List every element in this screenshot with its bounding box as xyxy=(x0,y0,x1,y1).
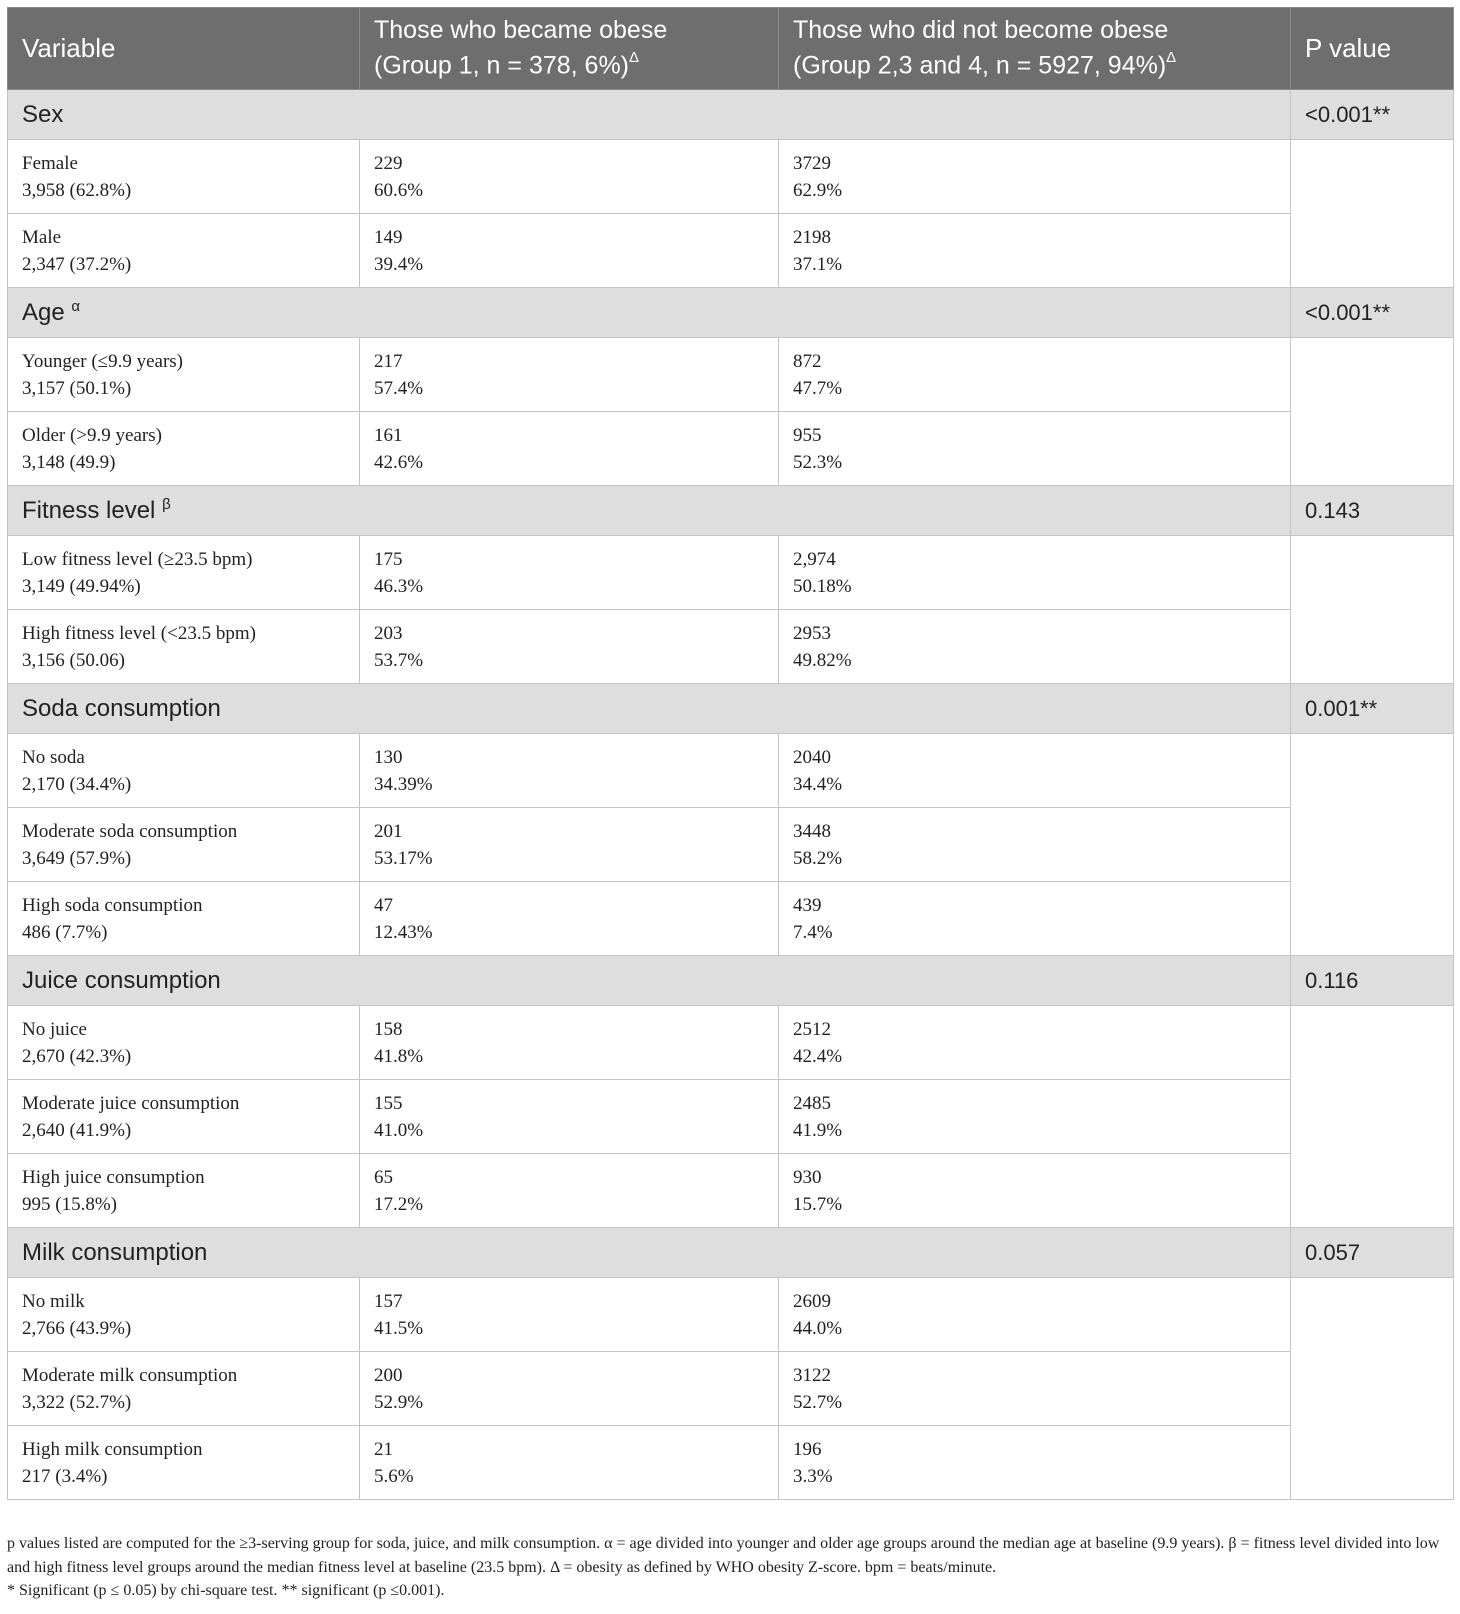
p-value-spacer xyxy=(1291,140,1454,288)
cell-line-secondary: 53.7% xyxy=(374,650,424,671)
group1-cell xyxy=(360,140,779,214)
cell-line-primary: 2485 xyxy=(793,1093,831,1114)
section-row xyxy=(8,90,1454,140)
variable-cell xyxy=(8,1426,360,1500)
group2-cell xyxy=(779,1426,1291,1500)
section-row xyxy=(8,684,1454,734)
p-value-spacer xyxy=(1291,338,1454,486)
section-title xyxy=(8,486,1291,536)
variable-cell xyxy=(8,1352,360,1426)
header-variable: Variable xyxy=(8,8,360,90)
cell-line-primary: No milk xyxy=(22,1291,85,1312)
cell-line-secondary: 49.82% xyxy=(793,650,852,671)
table-row xyxy=(8,536,1454,610)
cell-line-secondary: 42.6% xyxy=(374,452,424,473)
cell-line-secondary: 2,347 (37.2%) xyxy=(22,254,132,275)
header-group1-line1: Those who became obese xyxy=(374,16,668,45)
table-row xyxy=(8,808,1454,882)
section-row xyxy=(8,956,1454,1006)
group1-cell xyxy=(360,1278,779,1352)
group2-cell xyxy=(779,1080,1291,1154)
group2-cell xyxy=(779,1006,1291,1080)
cell-line-primary: High fitness level (<23.5 bpm) xyxy=(22,623,256,644)
header-group1-delta: Δ xyxy=(629,49,640,67)
p-value-spacer xyxy=(1291,1278,1454,1500)
section-title xyxy=(8,956,1291,1006)
cell-line-secondary: 60.6% xyxy=(374,180,424,201)
cell-line-primary: 2,974 xyxy=(793,549,836,570)
group1-cell xyxy=(360,734,779,808)
section-title xyxy=(8,288,1291,338)
cell-line-primary: 3448 xyxy=(793,821,831,842)
group2-cell xyxy=(779,1278,1291,1352)
cell-line-secondary: 34.39% xyxy=(374,774,433,795)
cell-line-secondary: 3,156 (50.06) xyxy=(22,650,125,671)
cell-line-primary: Moderate juice consumption xyxy=(22,1093,240,1114)
group1-cell xyxy=(360,808,779,882)
variable-cell xyxy=(8,536,360,610)
cell-line-secondary: 3,157 (50.1%) xyxy=(22,378,132,399)
cell-line-primary: Younger (≤9.9 years) xyxy=(22,351,183,372)
section-title-text: Fitness level xyxy=(22,497,156,524)
header-group2-line2: (Group 2,3 and 4, n = 5927, 94%) xyxy=(793,51,1167,80)
cell-line-primary: High soda consumption xyxy=(22,895,203,916)
group1-cell xyxy=(360,1080,779,1154)
group2-cell xyxy=(779,412,1291,486)
cell-line-secondary: 34.4% xyxy=(793,774,843,795)
cell-line-secondary: 5.6% xyxy=(374,1466,414,1487)
cell-line-secondary: 37.1% xyxy=(793,254,843,275)
cell-line-primary: 2512 xyxy=(793,1019,831,1040)
cell-line-secondary: 58.2% xyxy=(793,848,843,869)
variable-cell xyxy=(8,338,360,412)
group2-cell xyxy=(779,140,1291,214)
cell-line-secondary: 2,640 (41.9%) xyxy=(22,1120,132,1141)
group1-cell xyxy=(360,1154,779,1228)
cell-line-secondary: 39.4% xyxy=(374,254,424,275)
variable-cell xyxy=(8,1006,360,1080)
section-title-text: Milk consumption xyxy=(22,1238,208,1266)
header-group2 xyxy=(779,8,1291,90)
table-row xyxy=(8,882,1454,956)
cell-line-primary: 2953 xyxy=(793,623,831,644)
group1-cell xyxy=(360,1006,779,1080)
section-title xyxy=(8,90,1291,140)
table-row xyxy=(8,214,1454,288)
cell-line-primary: 2198 xyxy=(793,227,831,248)
section-p-value: 0.143 xyxy=(1291,486,1454,536)
header-group1-line2: (Group 1, n = 378, 6%) xyxy=(374,51,630,80)
cell-line-primary: Moderate milk consumption xyxy=(22,1365,238,1386)
group1-cell xyxy=(360,610,779,684)
cell-line-secondary: 52.3% xyxy=(793,452,843,473)
cell-line-secondary: 3,322 (52.7%) xyxy=(22,1392,132,1413)
variable-cell xyxy=(8,808,360,882)
section-p-value: <0.001** xyxy=(1291,90,1454,140)
cell-line-secondary: 41.5% xyxy=(374,1318,424,1339)
cell-line-secondary: 2,670 (42.3%) xyxy=(22,1046,132,1067)
cell-line-primary: 872 xyxy=(793,351,822,372)
group1-cell xyxy=(360,882,779,956)
footnote-definitions: p values listed are computed for the ≥3-serving group for soda, juice, and milk consumption. α = age divided into younger and older age groups around the median age at baseline (9.9 years). β = fitness level divided into low and high fitness level groups around the median fitness level at baseline (23.5 bpm). Δ = obesity as defined by WHO obesity Z-score. bpm = beats/minute. xyxy=(7,1535,1440,1576)
cell-line-primary: 161 xyxy=(374,425,403,446)
variable-cell xyxy=(8,734,360,808)
cell-line-secondary: 42.4% xyxy=(793,1046,843,1067)
cell-line-secondary: 3,649 (57.9%) xyxy=(22,848,132,869)
cell-line-secondary: 46.3% xyxy=(374,576,424,597)
header-group1 xyxy=(360,8,779,90)
cell-line-primary: Low fitness level (≥23.5 bpm) xyxy=(22,549,253,570)
section-title-text: Sex xyxy=(22,100,64,128)
table-row xyxy=(8,338,1454,412)
variable-cell xyxy=(8,140,360,214)
cell-line-secondary: 15.7% xyxy=(793,1194,843,1215)
group1-cell xyxy=(360,214,779,288)
cell-line-primary: 158 xyxy=(374,1019,403,1040)
table-row xyxy=(8,1352,1454,1426)
cell-line-primary: No soda xyxy=(22,747,85,768)
cell-line-secondary: 217 (3.4%) xyxy=(22,1466,108,1487)
cell-line-primary: Older (>9.9 years) xyxy=(22,425,162,446)
footnote-significance: * Significant (p ≤ 0.05) by chi-square test. ** significant (p ≤0.001). xyxy=(7,1582,445,1599)
cell-line-primary: 203 xyxy=(374,623,403,644)
group1-cell xyxy=(360,412,779,486)
cell-line-secondary: 3,148 (49.9) xyxy=(22,452,116,473)
section-p-value: <0.001** xyxy=(1291,288,1454,338)
cell-line-secondary: 44.0% xyxy=(793,1318,843,1339)
header-group2-delta: Δ xyxy=(1166,49,1177,67)
group2-cell xyxy=(779,808,1291,882)
cell-line-secondary: 53.17% xyxy=(374,848,433,869)
cell-line-secondary: 7.4% xyxy=(793,922,833,943)
cell-line-primary: 200 xyxy=(374,1365,403,1386)
group1-cell xyxy=(360,1352,779,1426)
section-row xyxy=(8,288,1454,338)
section-p-value: 0.116 xyxy=(1291,956,1454,1006)
variable-cell xyxy=(8,1278,360,1352)
cell-line-secondary: 2,170 (34.4%) xyxy=(22,774,132,795)
cell-line-secondary: 47.7% xyxy=(793,378,843,399)
cell-line-primary: 155 xyxy=(374,1093,403,1114)
cell-line-secondary: 41.9% xyxy=(793,1120,843,1141)
section-title xyxy=(8,684,1291,734)
cell-line-primary: 229 xyxy=(374,153,403,174)
cell-line-primary: Female xyxy=(22,153,78,174)
variable-cell xyxy=(8,1080,360,1154)
table-row xyxy=(8,1006,1454,1080)
group2-cell xyxy=(779,536,1291,610)
cell-line-secondary: 12.43% xyxy=(374,922,433,943)
cell-line-secondary: 57.4% xyxy=(374,378,424,399)
section-title-text: Age xyxy=(22,299,65,326)
p-value-spacer xyxy=(1291,1006,1454,1228)
cell-line-primary: High milk consumption xyxy=(22,1439,203,1460)
table-row xyxy=(8,1154,1454,1228)
p-value-spacer xyxy=(1291,734,1454,956)
cell-line-secondary: 3.3% xyxy=(793,1466,833,1487)
header-row xyxy=(8,8,1454,90)
cell-line-secondary: 62.9% xyxy=(793,180,843,201)
cell-line-secondary: 995 (15.8%) xyxy=(22,1194,117,1215)
cell-line-primary: 196 xyxy=(793,1439,822,1460)
variable-cell xyxy=(8,1154,360,1228)
cell-line-primary: 157 xyxy=(374,1291,403,1312)
group2-cell xyxy=(779,610,1291,684)
section-title-text: Juice consumption xyxy=(22,966,221,994)
group2-cell xyxy=(779,734,1291,808)
group1-cell xyxy=(360,1426,779,1500)
section-p-value: 0.057 xyxy=(1291,1228,1454,1278)
variable-cell xyxy=(8,610,360,684)
cell-line-primary: 201 xyxy=(374,821,403,842)
table-body xyxy=(8,90,1454,1500)
section-row xyxy=(8,1228,1454,1278)
table-row xyxy=(8,140,1454,214)
section-title-text: Soda consumption xyxy=(22,694,221,722)
header-group2-line1: Those who did not become obese xyxy=(793,16,1169,45)
cell-line-primary: 930 xyxy=(793,1167,822,1188)
variable-cell xyxy=(8,412,360,486)
p-value-spacer xyxy=(1291,536,1454,684)
cell-line-secondary: 3,149 (49.94%) xyxy=(22,576,141,597)
variable-cell xyxy=(8,882,360,956)
cell-line-secondary: 3,958 (62.8%) xyxy=(22,180,132,201)
cell-line-secondary: 50.18% xyxy=(793,576,852,597)
cell-line-primary: Moderate soda consumption xyxy=(22,821,238,842)
cell-line-secondary: 52.7% xyxy=(793,1392,843,1413)
cell-line-primary: Male xyxy=(22,227,62,248)
cell-line-secondary: 52.9% xyxy=(374,1392,424,1413)
cell-line-primary: 21 xyxy=(374,1439,393,1460)
cell-line-primary: 955 xyxy=(793,425,822,446)
cell-line-primary: 3729 xyxy=(793,153,831,174)
table-row xyxy=(8,1278,1454,1352)
table-row xyxy=(8,412,1454,486)
cell-line-primary: 3122 xyxy=(793,1365,831,1386)
cell-line-secondary: 2,766 (43.9%) xyxy=(22,1318,132,1339)
group2-cell xyxy=(779,338,1291,412)
cell-line-primary: High juice consumption xyxy=(22,1167,205,1188)
table-row xyxy=(8,610,1454,684)
group2-cell xyxy=(779,1352,1291,1426)
section-p-value: 0.001** xyxy=(1291,684,1454,734)
data-table xyxy=(7,7,1454,1500)
group1-cell xyxy=(360,338,779,412)
cell-line-primary: 149 xyxy=(374,227,403,248)
group2-cell xyxy=(779,1154,1291,1228)
table-row xyxy=(8,1426,1454,1500)
section-title-superscript: β xyxy=(162,496,171,513)
table-footnotes xyxy=(7,1532,1453,1603)
section-title-superscript: α xyxy=(71,298,81,315)
cell-line-primary: 439 xyxy=(793,895,822,916)
cell-line-primary: 175 xyxy=(374,549,403,570)
section-title xyxy=(8,1228,1291,1278)
section-row xyxy=(8,486,1454,536)
cell-line-primary: 2040 xyxy=(793,747,831,768)
cell-line-primary: 217 xyxy=(374,351,403,372)
group2-cell xyxy=(779,882,1291,956)
cell-line-primary: 47 xyxy=(374,895,393,916)
cell-line-secondary: 17.2% xyxy=(374,1194,424,1215)
cell-line-secondary: 486 (7.7%) xyxy=(22,922,108,943)
variable-cell xyxy=(8,214,360,288)
cell-line-secondary: 41.8% xyxy=(374,1046,424,1067)
cell-line-primary: No juice xyxy=(22,1019,87,1040)
cell-line-secondary: 41.0% xyxy=(374,1120,424,1141)
header-pvalue: P value xyxy=(1291,8,1454,90)
table-row xyxy=(8,1080,1454,1154)
cell-line-primary: 130 xyxy=(374,747,403,768)
cell-line-primary: 65 xyxy=(374,1167,393,1188)
table-row xyxy=(8,734,1454,808)
group1-cell xyxy=(360,536,779,610)
group2-cell xyxy=(779,214,1291,288)
cell-line-primary: 2609 xyxy=(793,1291,831,1312)
